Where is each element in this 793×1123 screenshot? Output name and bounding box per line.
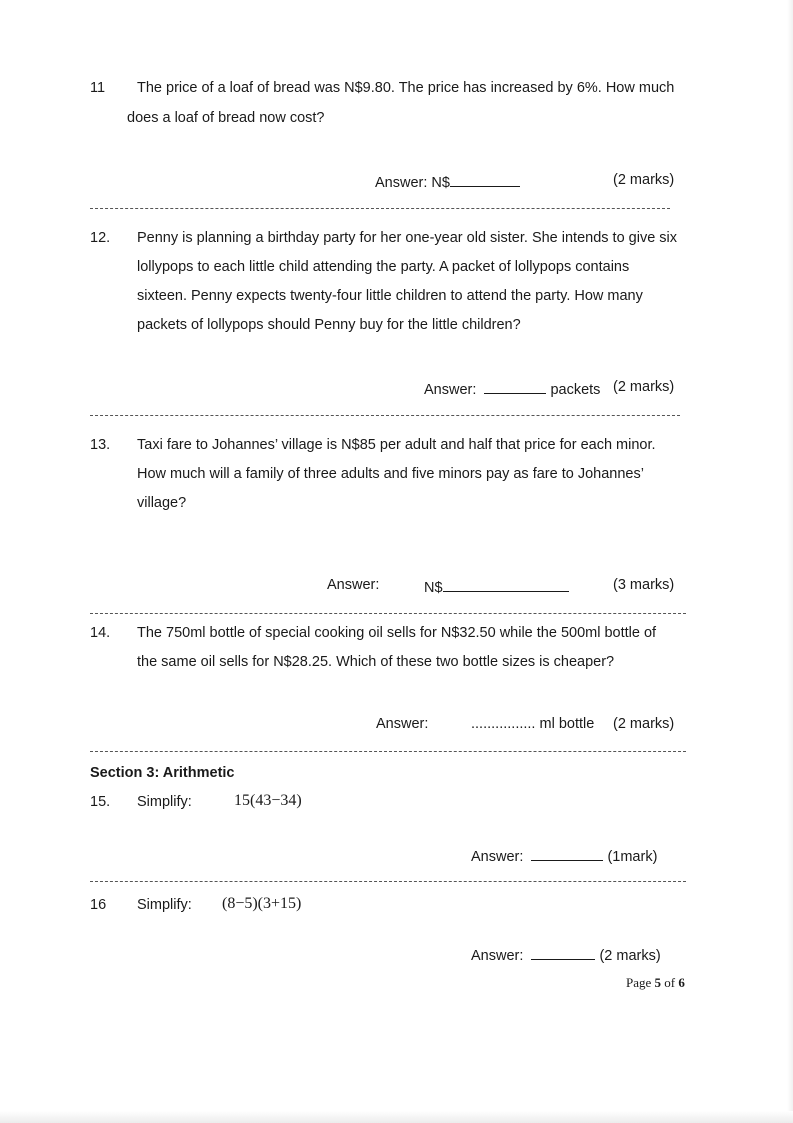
question-number: 11	[90, 80, 106, 96]
question-text-line: The price of a loaf of bread was N$9.80. The price has increased by 6%. How much	[137, 80, 675, 96]
question-text-line: lollypops to each little child attending the party. A packet of lollypops contains	[137, 259, 630, 275]
question-text-line: packets of lollypops should Penny buy for the little children?	[137, 317, 521, 333]
section-title: Section 3: Arithmetic	[90, 765, 235, 781]
separator-line	[90, 881, 686, 882]
answer-label: Answer: (1mark)	[471, 846, 657, 865]
answer-blank[interactable]	[443, 577, 569, 592]
question-instruction: Simplify:	[137, 897, 192, 913]
marks-label: (2 marks)	[613, 379, 675, 395]
question-number: 13.	[90, 437, 111, 453]
separator-line	[90, 415, 680, 416]
answer-blank[interactable]	[484, 379, 546, 394]
question-number: 14.	[90, 625, 111, 641]
question-number: 16	[90, 897, 107, 913]
marks-label: (2 marks)	[599, 948, 661, 964]
scan-bottom-shadow	[0, 1111, 793, 1123]
marks-label: (3 marks)	[613, 577, 675, 593]
answer-blank[interactable]	[450, 172, 520, 187]
answer-label: Answer: packets	[424, 379, 600, 398]
answer-label: Answer:	[327, 577, 380, 593]
math-expression: 15(43−34)	[234, 792, 302, 809]
answer-fill[interactable]: ................ ml bottle	[471, 716, 595, 732]
marks-label: (2 marks)	[613, 716, 675, 732]
question-text-line: does a loaf of bread now cost?	[127, 110, 325, 126]
question-text-line: How much will a family of three adults and five minors pay as fare to Johannes’	[137, 466, 644, 482]
question-text-line: The 750ml bottle of special cooking oil sells for N$32.50 while the 500ml bottle of	[137, 625, 657, 641]
marks-label: (1mark)	[607, 849, 658, 865]
separator-line	[90, 751, 686, 752]
question-number: 15.	[90, 794, 111, 810]
question-text-line: village?	[137, 495, 187, 511]
answer-label: Answer: (2 marks)	[471, 945, 661, 964]
answer-blank[interactable]	[531, 945, 595, 960]
answer-label: Answer:	[376, 716, 429, 732]
question-text-line: the same oil sells for N$28.25. Which of these two bottle sizes is cheaper?	[137, 654, 615, 670]
answer-blank[interactable]	[531, 846, 603, 861]
scan-edge-shadow	[787, 0, 793, 1123]
marks-label: (2 marks)	[613, 172, 675, 188]
answer-currency: N$	[424, 577, 569, 596]
question-text-line: Penny is planning a birthday party for her one-year old sister. She intends to give six	[137, 230, 678, 246]
math-expression: (8−5)(3+15)	[222, 895, 302, 912]
separator-line	[90, 613, 686, 614]
question-text-line: sixteen. Penny expects twenty-four little children to attend the party. How many	[137, 288, 643, 304]
question-number: 12.	[90, 230, 111, 246]
question-text-line: Taxi fare to Johannes’ village is N$85 per adult and half that price for each minor.	[137, 437, 656, 453]
separator-line	[90, 208, 670, 209]
answer-label: Answer: N$	[375, 172, 520, 191]
page-number: Page 5 of 6	[626, 975, 685, 990]
question-instruction: Simplify:	[137, 794, 192, 810]
